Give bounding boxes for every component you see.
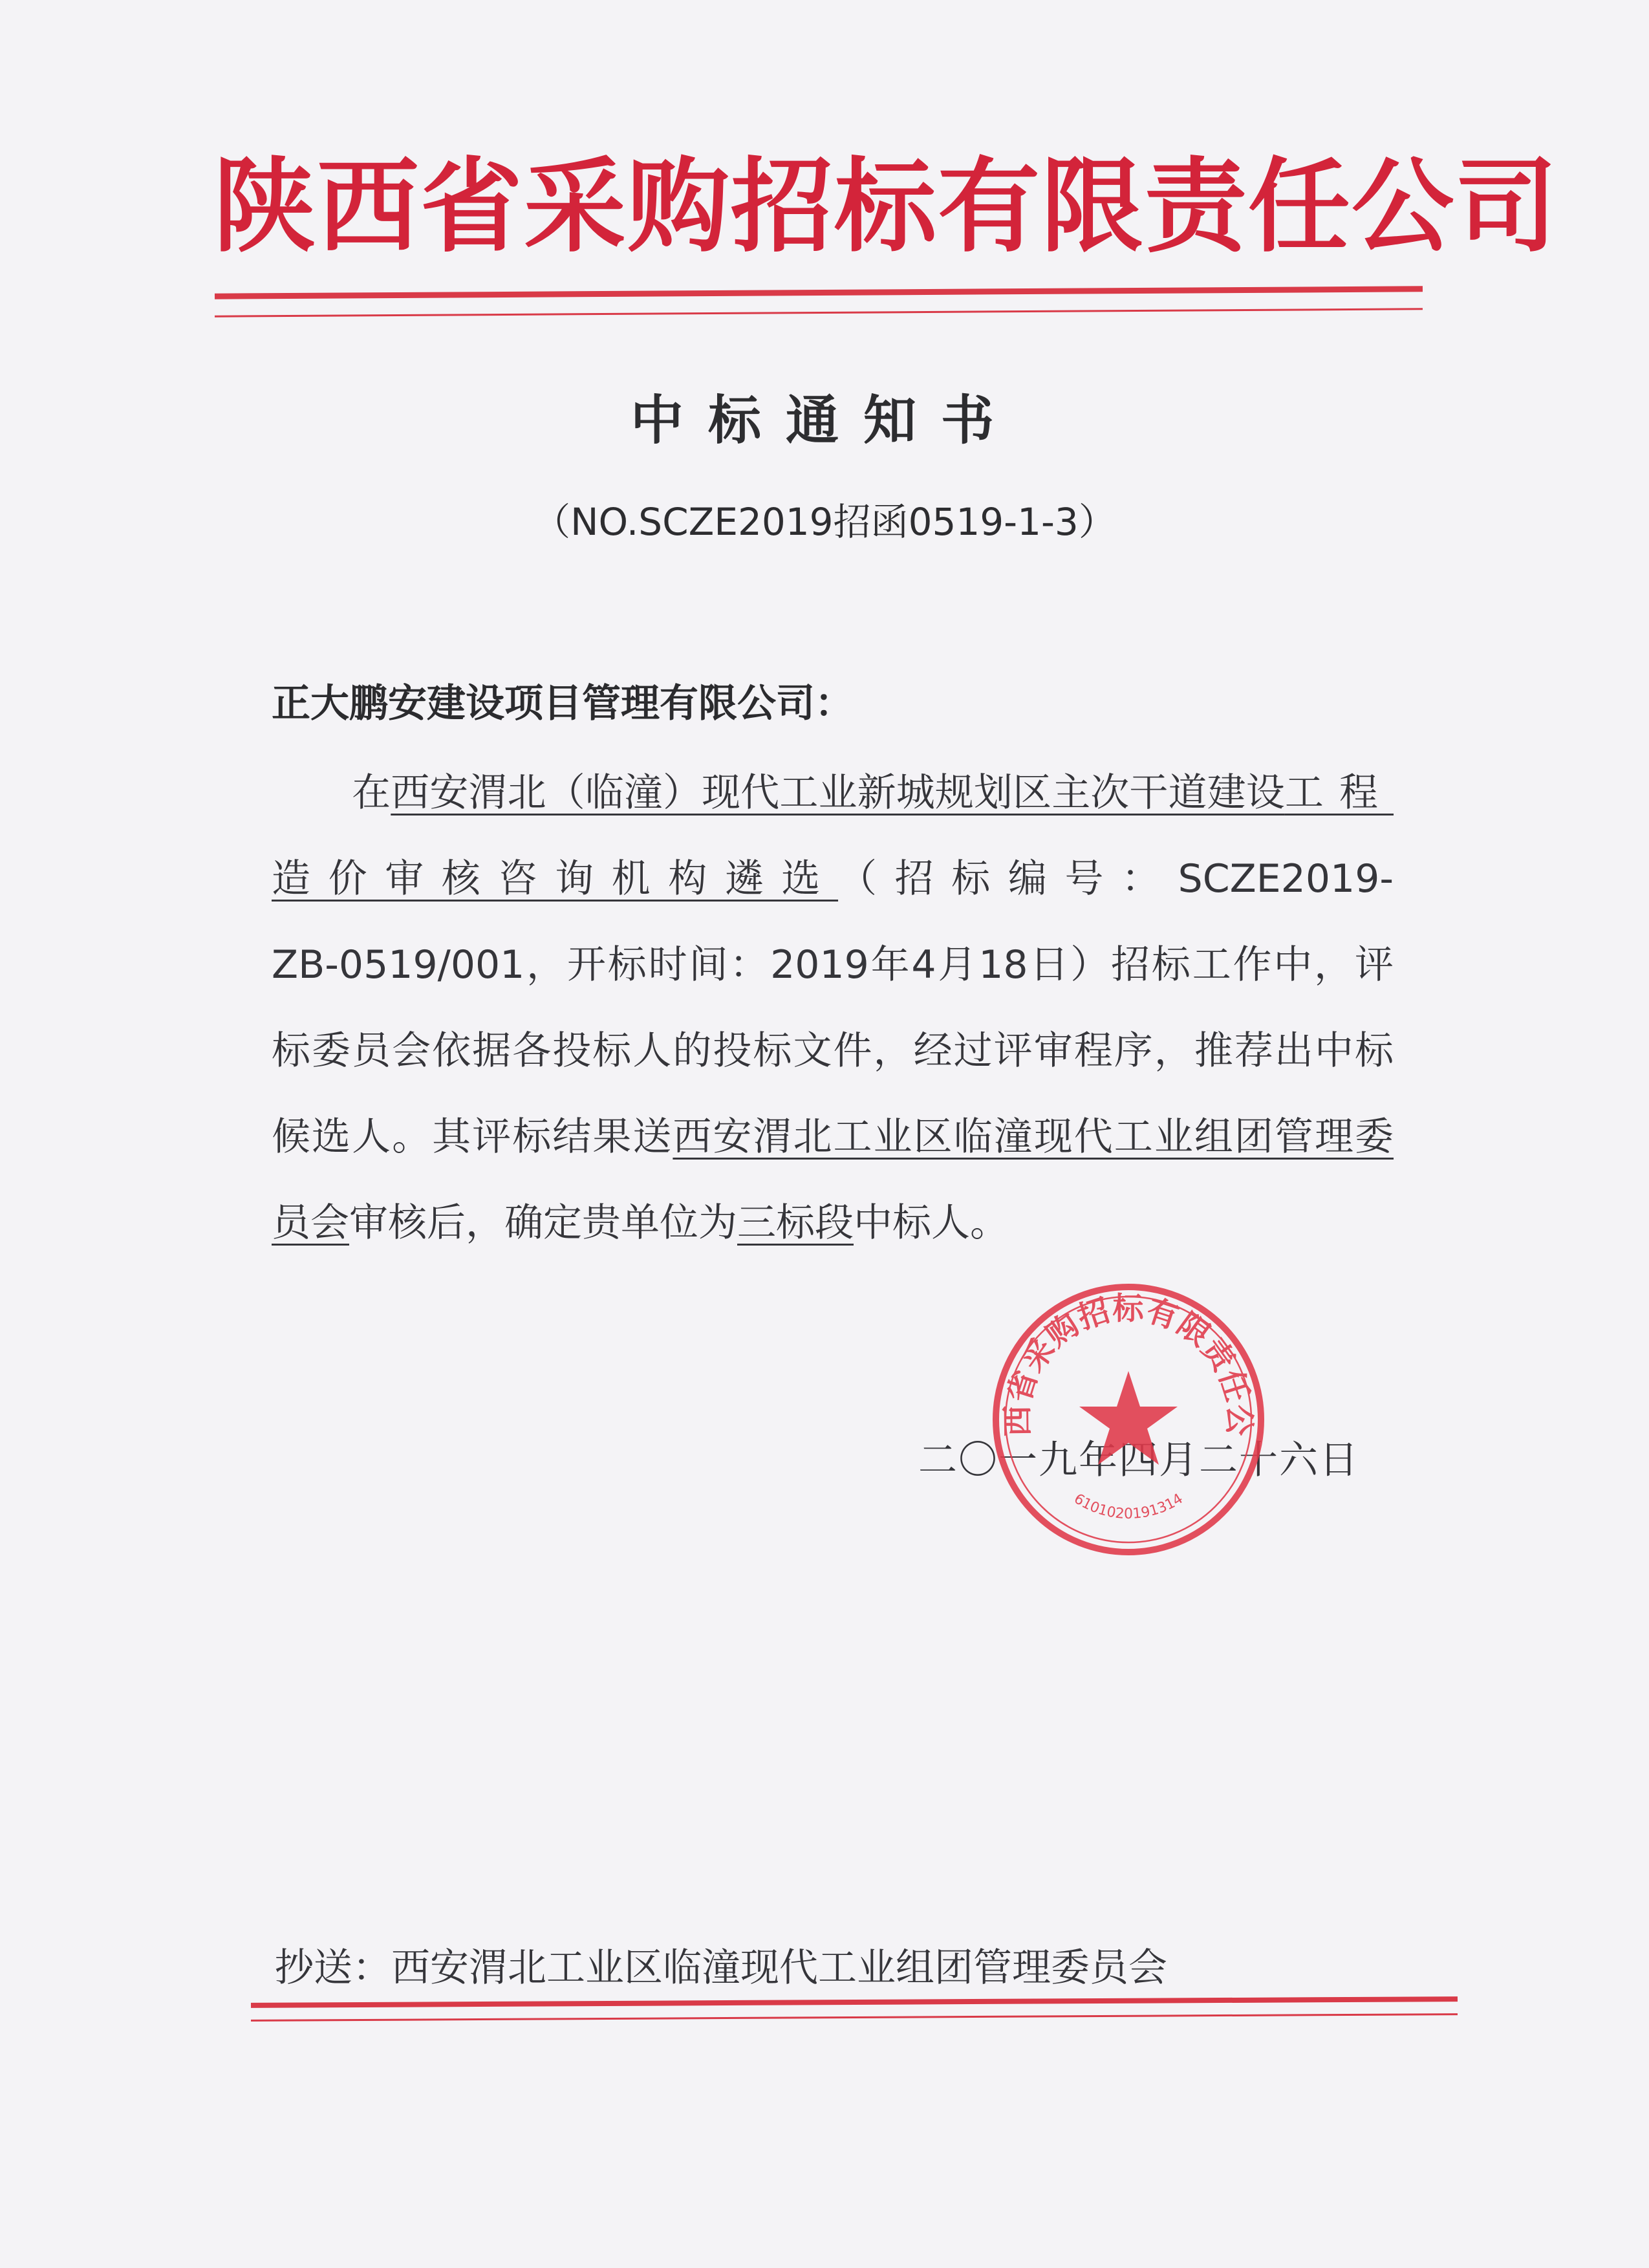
project-name-line2: 工程造价审核咨询机构遴选 xyxy=(272,770,1394,902)
body-closing: 中标人。 xyxy=(854,1200,1009,1246)
footer-rule-thin xyxy=(251,2013,1458,2022)
letterhead-rule-thin xyxy=(215,308,1423,317)
cc-line xyxy=(275,1937,1167,1993)
notice-number: （NO.SCZE2019招函0519-1-3） xyxy=(533,500,1116,544)
company-seal xyxy=(986,1277,1271,1562)
review-body: 西安渭北工业区临潼现代工业组团管理委员会 xyxy=(272,1114,1394,1246)
letterhead-rule-thick xyxy=(215,286,1423,299)
cc-recipient: 西安渭北工业区临潼现代工业组团管理委员会 xyxy=(391,1945,1167,1991)
winning-segment: 三标段 xyxy=(737,1200,854,1246)
bid-info: SCZE2019-ZB-0519/001，开标时间：2019年4月18日）招标工作中，评标委员会依据各投标人的投标文件，经过评审程序，推荐出中标候选人。其评标结果送 xyxy=(272,856,1394,1160)
seal-outer-text: 西省采购招标有限责任公 xyxy=(999,1290,1258,1437)
notice-title: 中标通知书 xyxy=(630,390,1018,451)
letterhead-company-name: 陕西省采购招标有限责任公司 xyxy=(213,147,1558,266)
seal-code: 6101020191314 xyxy=(1071,1491,1186,1522)
cc-label: 抄送： xyxy=(275,1945,391,1991)
project-name-line1: 西安渭北（临潼）现代工业新城规划区主次干道建设 xyxy=(391,770,1285,815)
review-after: 审核后，确定贵单位为 xyxy=(349,1200,737,1246)
seal-star-icon xyxy=(1079,1371,1178,1465)
bid-info-open: （招标编号： xyxy=(838,856,1178,902)
addressee: 正大鹏安建设项目管理有限公司： xyxy=(272,681,854,726)
body-lead-in: 在 xyxy=(352,770,391,815)
notice-body xyxy=(272,750,1394,1266)
issue-date: 二〇一九年四月二十六日 xyxy=(918,1438,1359,1483)
footer-rule-thick xyxy=(251,1996,1458,2008)
